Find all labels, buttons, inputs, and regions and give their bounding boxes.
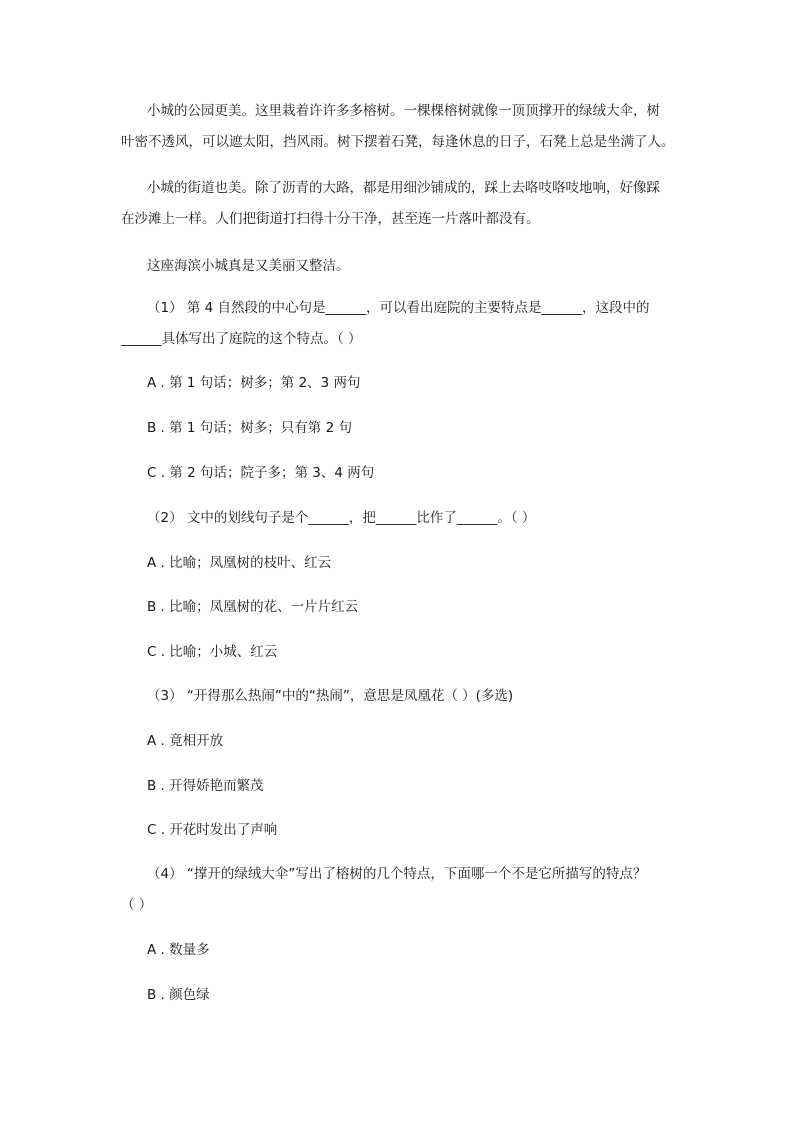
question-4-option-b: B . 颜色绿 bbox=[147, 987, 210, 1003]
question-2-option-a: A . 比喻；凤凰树的枝叶、红云 bbox=[147, 555, 332, 571]
question-2-option-c: C . 比喻；小城、红云 bbox=[147, 644, 278, 660]
question-3-option-b: B . 开得娇艳而繁茂 bbox=[147, 778, 264, 794]
passage-paragraph-2-line-1: 小城的街道也美。除了沥青的大路，都是用细沙铺成的，踩上去咯吱咯吱地响，好像踩 bbox=[147, 180, 660, 196]
question-4-stem-line-1: （4） “撑开的绿绒大伞”写出了榕树的几个特点，下面哪一个不是它所描写的特点？ bbox=[147, 866, 647, 882]
question-1-stem-line-1: （1） 第 4 自然段的中心句是______，可以看出庭院的主要特点是______，这段中的 bbox=[147, 300, 650, 316]
question-1-option-a: A . 第 1 句话；树多；第 2、3 两句 bbox=[147, 375, 361, 391]
question-3-option-a: A . 竟相开放 bbox=[147, 733, 224, 749]
passage-paragraph-1-line-2: 叶密不透风，可以遮太阳，挡风雨。树下摆着石凳，每逢休息的日子，石凳上总是坐满了人。 bbox=[121, 134, 675, 150]
question-3-option-c: C . 开花时发出了声响 bbox=[147, 822, 278, 838]
question-4-stem-line-2: （ ） bbox=[121, 897, 153, 913]
passage-paragraph-3: 这座海滨小城真是又美丽又整洁。 bbox=[147, 258, 350, 274]
question-1-option-b: B . 第 1 句话；树多；只有第 2 句 bbox=[147, 420, 352, 436]
question-2-option-b: B . 比喻；凤凰树的花、一片片红云 bbox=[147, 599, 359, 615]
question-1-option-c: C . 第 2 句话；院子多；第 3、4 两句 bbox=[147, 465, 375, 481]
question-2-stem: （2） 文中的划线句子是个______，把______比作了______。（ ） bbox=[147, 510, 536, 526]
question-1-stem-line-2: ______具体写出了庭院的这个特点。（ ） bbox=[121, 331, 362, 347]
passage-paragraph-1-line-1: 小城的公园更美。这里栽着许许多多榕树。一棵棵榕树就像一顶顶撑开的绿绒大伞，树 bbox=[147, 103, 660, 119]
question-3-stem: （3） “开得那么热闹”中的“热闹”，意思是凤凰花（ ）(多选) bbox=[147, 688, 514, 704]
question-4-option-a: A . 数量多 bbox=[147, 942, 210, 958]
passage-paragraph-2-line-2: 在沙滩上一样。人们把街道打扫得十分干净，甚至连一片落叶都没有。 bbox=[121, 211, 540, 227]
